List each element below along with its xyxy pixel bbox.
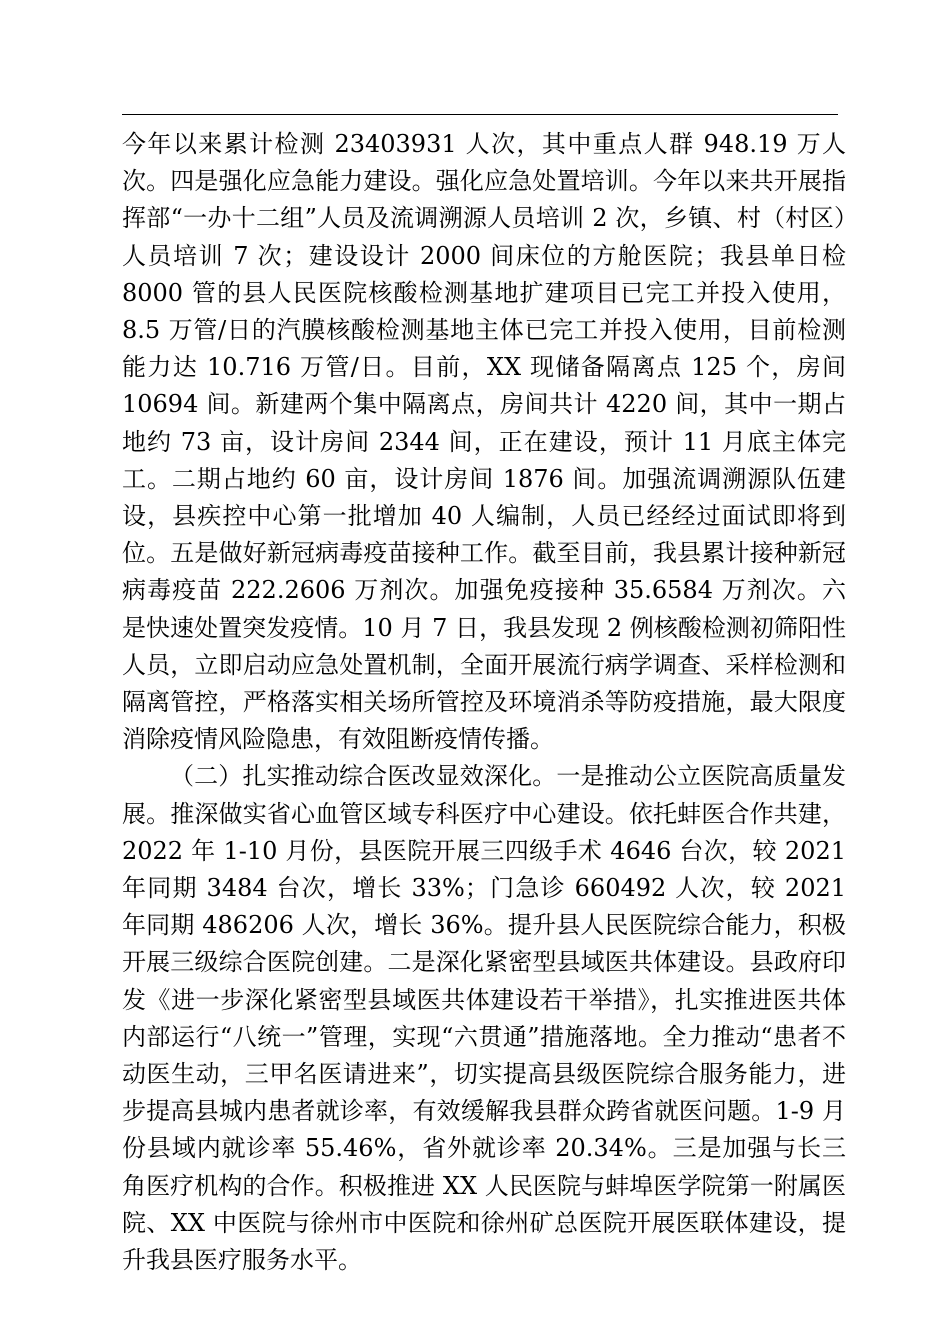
header-rule <box>122 114 838 115</box>
document-body <box>122 126 846 1279</box>
paragraph-medical-reform: （二）扎实推动综合医改显效深化。一是推动公立医院高质量发展。推深做实省心血管区域专科医疗中心建设。依托蚌医合作共建，2022 年 1-10 月份，县医院开展三四级手术 4646 台次，较 2021 年同期 3484 台次，增长 33%；门急诊 660492 人次，较 2021 年同期 486206 人次，增长 36%。提升县人民医院综合能力，积极开展三级综合医院创建。二是深化紧密型县域医共体建设。县政府印发《进一步深化紧密型县域医共体建设若干举措》，扎实推进医共体内部运行“八统一”管理，实现“六贯通”措施落地。全力推动“患者不动医生动，三甲名医请进来”，切实提高县级医院综合服务能力，进步提高县城内患者就诊率，有效缓解我县群众跨省就医问题。1-9 月份县域内就诊率 55.46%，省外就诊率 20.34%。三是加强与长三角医疗机构的合作。积极推进 XX 人民医院与蚌埠医学院第一附属医院、XX 中医院与徐州市中医院和徐州矿总医院开展医联体建设，提升我县医疗服务水平。 <box>122 762 846 1275</box>
paragraph-epidemic-prevention: 今年以来累计检测 23403931 人次，其中重点人群 948.19 万人次。四是强化应急能力建设。强化应急处置培训。今年以来共开展指挥部“一办十二组”人员及流调溯源人员培训 2 次，乡镇、村（村区）人员培训 7 次；建设设计 2000 间床位的方舱医院；我县单日检 8000 管的县人民医院核酸检测基地扩建项目已完工并投入使用，8.5 万管/日的汽膜核酸检测基地主体已完工并投入使用，目前检测能力达 10.716 万管/日。目前，XX 现储备隔离点 125 个，房间 10694 间。新建两个集中隔离点，房间共计 4220 间，其中一期占地约 73 亩，设计房间 2344 间，正在建设，预计 11 月底主体完工。二期占地约 60 亩，设计房间 1876 间。加强流调溯源队伍建设，县疾控中心第一批增加 40 人编制，人员已经经过面试即将到位。五是做好新冠病毒疫苗接种工作。截至目前，我县累计接种新冠病毒疫苗 222.2606 万剂次。加强免疫接种 35.6584 万剂次。六是快速处置突发疫情。10 月 7 日，我县发现 2 例核酸检测初筛阳性人员，立即启动应急处置机制，全面开展流行病学调查、采样检测和隔离管控，严格落实相关场所管控及环境消杀等防疫措施，最大限度消除疫情风险隐患，有效阻断疫情传播。 <box>122 130 846 754</box>
